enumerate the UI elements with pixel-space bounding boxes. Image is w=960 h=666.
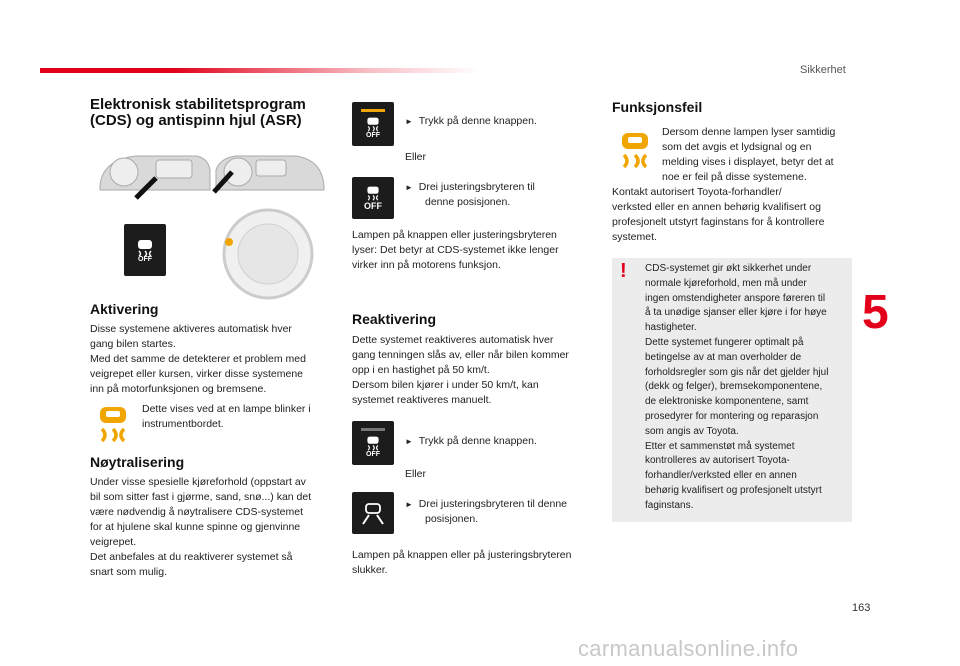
text-line: som angis av Toyota.: [645, 425, 739, 437]
off-label: OFF: [366, 450, 380, 458]
cds-off-button-icon: [352, 102, 394, 146]
funksjonsfeil-text: [612, 185, 857, 245]
step-turn-switch: [405, 180, 565, 210]
text-line: prosedyrer for montering og reparasjon: [645, 410, 819, 422]
rotary-switch-drawing: [224, 210, 312, 298]
warning-text: [645, 262, 850, 514]
section-title: Sikkerhet: [800, 64, 846, 76]
reaktivering-heading: Reaktivering: [352, 311, 437, 327]
aktivering-heading: Aktivering: [90, 301, 159, 317]
text-line: Dersom denne lampen lyser samtidig: [662, 126, 836, 138]
text-line: profesjonelt utstyrt faginstans for å kontrollere: [612, 216, 825, 228]
header-accent-bar: [40, 68, 480, 73]
text-line: faginstans.: [645, 499, 694, 511]
text-line: for at hjulene skal kunne spinne og gjenvinne: [90, 521, 301, 533]
bullet-arrow-icon: ►: [405, 117, 413, 126]
road-car-icon: [360, 500, 386, 526]
noytralisering-text: [90, 475, 335, 580]
text-line: systemet.: [612, 231, 657, 243]
step-text: Trykk på denne knappen.: [418, 435, 537, 447]
off-label: OFF: [366, 131, 380, 139]
text-line: Dette vises ved at en lampe blinker i: [142, 403, 311, 415]
step-turn-switch-back: [405, 497, 595, 527]
text-line: som det avgis et lydsignal og en: [662, 141, 812, 153]
text-line: systemet reaktiveres manuelt.: [352, 394, 492, 406]
text-line: bil som sitter fast i gjørme, sand, snø...) kan det: [90, 491, 312, 503]
off-label: OFF: [364, 201, 382, 211]
eller-label: Eller: [405, 151, 427, 163]
text-line: melding vises i displayet, betyr det at: [662, 156, 834, 168]
text-line: Kontakt autorisert Toyota-forhandler/: [612, 186, 782, 198]
rotary-off-position-icon: [352, 177, 394, 219]
car-skid-icon: [365, 116, 381, 132]
text-line: normale kjøreforhold, men må under: [645, 277, 807, 289]
reaktivering-text: [352, 333, 597, 408]
step-text: posisjonen.: [425, 513, 479, 525]
esp-warning-lamp-icon: [618, 131, 654, 169]
funksjonsfeil-heading: Funksjonsfeil: [612, 99, 703, 115]
car-skid-icon: [135, 236, 155, 256]
step-text: Drei justeringsbryteren til denne: [418, 498, 568, 510]
indicator-lamp-off: [361, 428, 385, 431]
chapter-number: 5: [862, 286, 889, 339]
bullet-arrow-icon: ►: [405, 500, 413, 509]
text-line: behørig kvalifisert og profesjonelt utstyrt: [645, 484, 822, 496]
text-line: CDS-systemet gir økt sikkerhet under: [645, 263, 812, 274]
page-number: 163: [852, 602, 871, 614]
text-line: Dette systemet reaktiveres automatisk hver: [352, 334, 554, 346]
text-line: virker inn på motorens funksjon.: [352, 259, 501, 271]
rotary-normal-position-icon: [352, 492, 394, 534]
text-line: Lampen på knappen eller på justeringsbryteren: [352, 549, 572, 561]
off-label: OFF: [138, 256, 152, 263]
step-press-button: [405, 114, 537, 129]
step-text: Drei justeringsbryteren til: [418, 181, 535, 193]
text-line: (dekk og felger), bremsekomponentene,: [645, 381, 823, 393]
text-line: gang tenningen slås av, eller når bilen kommer: [352, 349, 569, 361]
text-line: Dersom bilen kjører i under 50 km/t, kan: [352, 379, 539, 391]
esp-warning-lamp-icon: [96, 405, 132, 443]
text-line: ingen omstendigheter anspore føreren til: [645, 292, 826, 304]
text-line: hastigheter.: [645, 322, 697, 334]
text-line: slukker.: [352, 564, 388, 576]
bullet-arrow-icon: ►: [405, 183, 413, 192]
text-line: være nødvendig å nøytralisere CDS-systemet: [90, 506, 303, 518]
lamp-lit-text: [352, 228, 592, 273]
lamp-blink-text: [142, 402, 332, 432]
text-line: lyser: Det betyr at CDS-systemet ikke lenger: [352, 244, 559, 256]
noytralisering-heading: Nøytralisering: [90, 454, 185, 470]
text-line: Lampen på knappen eller justeringsbryteren: [352, 229, 557, 241]
cds-off-button-icon: [352, 421, 394, 465]
text-line: veigrepet eller kursen, virker disse systemene: [90, 368, 304, 380]
bullet-arrow-icon: ►: [405, 437, 413, 446]
text-line: opp i en hastighet på 50 km/t.: [352, 364, 490, 376]
watermark: carmanualsonline.info: [578, 636, 799, 661]
text-line: Dette systemet fungerer optimalt på: [645, 336, 804, 348]
funksjonsfeil-lamp-text: [662, 125, 857, 185]
text-line: de elektroniske komponentene, samt: [645, 396, 809, 408]
lamp-off-text: [352, 548, 602, 578]
cds-off-button-icon: [124, 224, 166, 276]
step-text: denne posisjonen.: [425, 196, 511, 208]
warning-exclamation-icon: !: [620, 260, 627, 282]
text-line: forhandler/verksted eller en annen: [645, 470, 797, 482]
text-line: Med det samme de detekterer et problem med: [90, 353, 306, 365]
step-press-button-again: [405, 434, 537, 449]
text-line: Det anbefales at du reaktiverer systemet så: [90, 551, 293, 563]
text-line: noe er feil på disse systemene.: [662, 171, 807, 183]
text-line: betingelse av at man overholder de: [645, 351, 802, 363]
dashboard-left-drawing: [100, 156, 210, 190]
text-line: Under visse spesielle kjøreforhold (oppstart av: [90, 476, 306, 488]
text-line: forholdsregler som gis når det gjelder hjul: [645, 366, 829, 378]
text-line: veigrepet.: [90, 536, 137, 548]
text-line: snart som mulig.: [90, 566, 168, 578]
text-line: gang bilen startes.: [90, 338, 176, 350]
car-skid-icon: [365, 185, 381, 201]
indicator-lamp-on: [361, 109, 385, 112]
car-skid-icon: [365, 435, 381, 451]
step-text: Trykk på denne knappen.: [418, 115, 537, 127]
page-title-line-2: (CDS) og antispinn hjul (ASR): [90, 112, 302, 129]
page-title: [90, 97, 306, 129]
text-line: Etter et sammenstøt må systemet: [645, 440, 795, 452]
text-line: inn på motorfunksjonen og bremsene.: [90, 383, 267, 395]
text-line: å ta unødige sjanser eller kjøre i for høye: [645, 307, 827, 319]
text-line: kontrolleres av autorisert Toyota-: [645, 455, 790, 467]
eller-label: Eller: [405, 468, 427, 480]
text-line: instrumentbordet.: [142, 418, 224, 430]
text-line: verksted eller en annen behørig kvalifisert og: [612, 201, 821, 213]
page-title-line-1: Elektronisk stabilitetsprogram: [90, 96, 306, 113]
aktivering-text: [90, 322, 330, 397]
text-line: Disse systemene aktiveres automatisk hver: [90, 323, 292, 335]
